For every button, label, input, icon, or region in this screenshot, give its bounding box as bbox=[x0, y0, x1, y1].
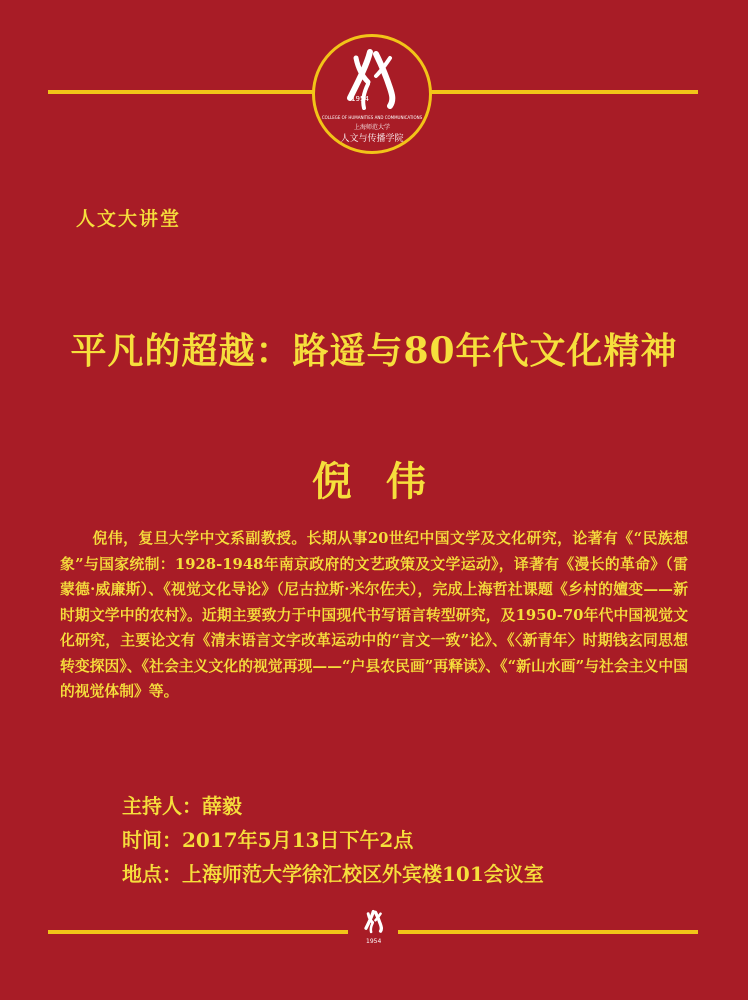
lecture-title: 平凡的超越：路遥与80年代文化精神 bbox=[70, 330, 678, 372]
bottom-rule-left bbox=[48, 930, 348, 934]
footer-logo-year: 1954 bbox=[366, 938, 382, 945]
bottom-rule-right bbox=[398, 930, 698, 934]
college-logo bbox=[312, 34, 432, 154]
speaker-name: 倪 伟 bbox=[312, 458, 436, 505]
logo-college-name: 人文与传播学院 bbox=[340, 134, 404, 144]
top-rule-left bbox=[48, 90, 314, 94]
footer-logo bbox=[352, 905, 396, 953]
speaker-bio: 倪伟，复旦大学中文系副教授。长期从事20世纪中国文学及文化研究，论著有《“民族想象”与国家统制：1928-1948年南京政府的文艺政策及文学运动》，译著有《漫长的革命》（雷蒙德·威廉斯）、《视觉文化导论》（尼古拉斯·米尔佐夫），完成上海哲社课题《乡村的嬗变——新时期文学中的农村》。近期主要致力于中国现代书写语言转型研究，及1950-70年代中国视觉文化研究，主要论文有《清末语言文字改革运动中的“言文一致”论》、《〈新青年〉时期钱玄同思想转变探因》、《社会主义文化的视觉再现——“户县农民画”再释读》、《“新山水画”与社会主义中国的视觉体制》等。 bbox=[60, 530, 688, 700]
place-line: 地点：上海师范大学徐汇校区外宾楼101会议室 bbox=[122, 862, 544, 886]
logo-english-name: COLLEGE OF HUMANITIES AND COMMUNICATIONS bbox=[321, 115, 423, 120]
logo-year: 1954 bbox=[351, 95, 369, 103]
top-rule-right bbox=[430, 90, 698, 94]
time-line: 时间：2017年5月13日下午2点 bbox=[122, 828, 414, 852]
lecture-series-label: 人文大讲堂 bbox=[76, 208, 182, 230]
logo-university-name: 上海师范大学 bbox=[353, 124, 390, 131]
host-line: 主持人：薛毅 bbox=[122, 794, 242, 818]
